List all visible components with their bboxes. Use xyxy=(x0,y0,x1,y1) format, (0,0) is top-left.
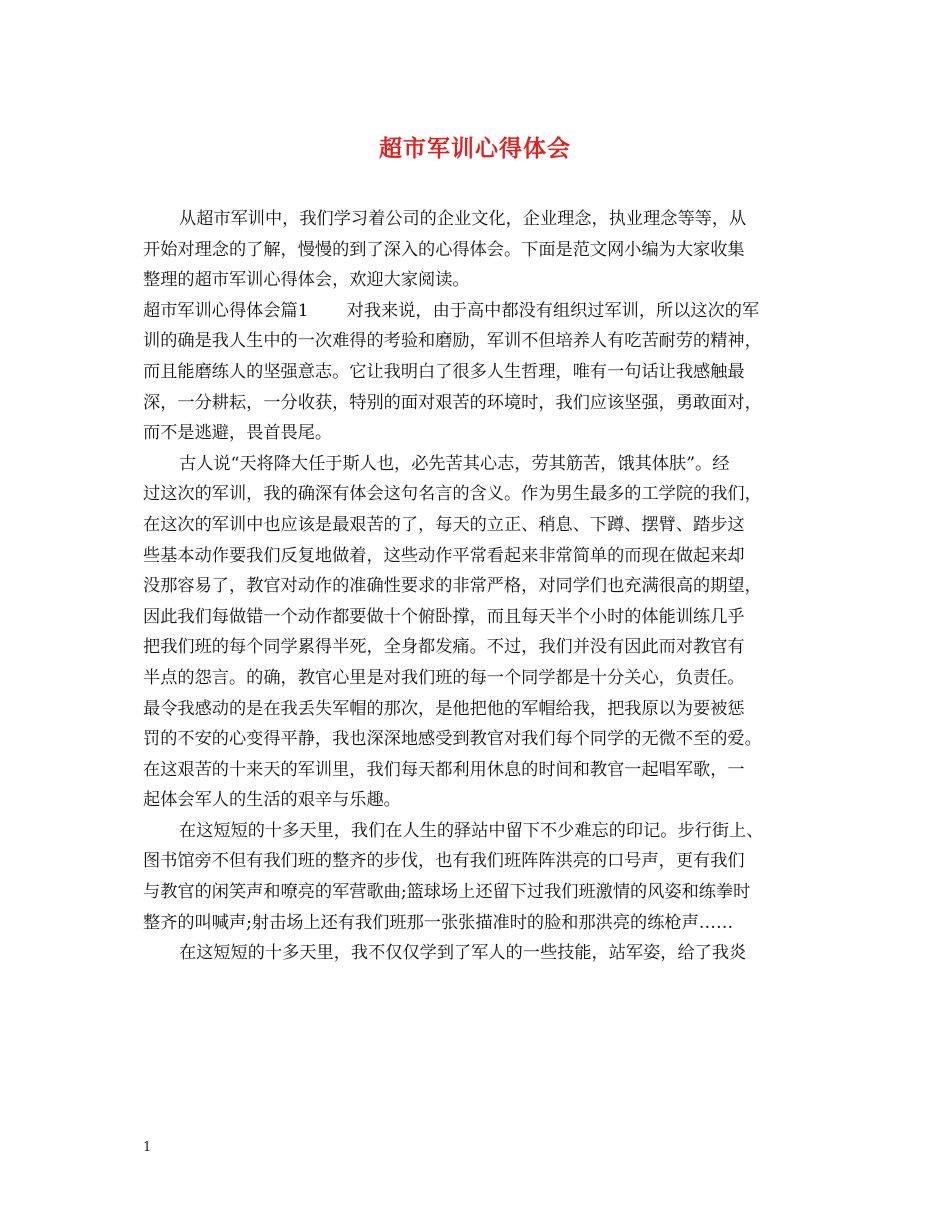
line-text: 没那容易了，教官对动作的准确性要求的非常严格，对同学们也充满很高的期望， xyxy=(143,576,762,597)
line-text: 在这短短的十多天里，我们在人生的驿站中留下不少难忘的印记。步行街上、 xyxy=(179,820,764,841)
line-text: 过这次的军训，我的确深有体会这句名言的含义。作为男生最多的工学院的我们， xyxy=(143,484,762,505)
line-text: 在这艰苦的十来天的军训里，我们每天都利用休息的时间和教官一起唱军歌，一 xyxy=(143,759,745,780)
text-line xyxy=(143,418,811,449)
text-line xyxy=(143,938,811,969)
line-text: 把我们班的每个同学累得半死，全身都发痛。不过，我们并没有因此而对教官有 xyxy=(143,637,745,658)
text-line xyxy=(143,755,811,786)
line-text: 而且能磨练人的坚强意志。它让我明白了很多人生哲理，唯有一句话让我感触最 xyxy=(143,361,745,382)
page-number: 1 xyxy=(143,1140,152,1155)
text-line xyxy=(143,908,811,939)
line-text: 训的确是我人生中的一次难得的考验和磨励，军训不但培养人有吃苦耐劳的精神， xyxy=(143,331,762,352)
text-line xyxy=(143,449,811,480)
line-text: 在这短短的十多天里，我不仅仅学到了军人的一些技能，站军姿，给了我炎 xyxy=(179,943,747,964)
document-body xyxy=(143,204,811,969)
text-line xyxy=(143,816,811,847)
text-line xyxy=(143,785,811,816)
text-line xyxy=(143,694,811,725)
text-line xyxy=(143,724,811,755)
text-line xyxy=(143,602,811,633)
line-text: 古人说“天将降大任于斯人也，必先苦其心志，劳其筋苦，饿其体肤”。经 xyxy=(179,453,730,474)
text-line xyxy=(143,235,811,266)
text-line xyxy=(143,388,811,419)
text-line xyxy=(143,877,811,908)
line-text: 整理的超市军训心得体会，欢迎大家阅读。 xyxy=(143,270,470,291)
line-text: 对我来说，由于高中都没有组织过军训，所以这次的军 xyxy=(346,300,760,321)
text-line xyxy=(143,846,811,877)
section-heading: 超市军训心得体会篇1 xyxy=(143,300,309,321)
text-line xyxy=(143,510,811,541)
text-line xyxy=(143,265,811,296)
text-line xyxy=(143,571,811,602)
line-text: 些基本动作要我们反复地做着，这些动作平常看起来非常简单的而现在做起来却 xyxy=(143,545,745,566)
line-text: 因此我们每做错一个动作都要做十个俯卧撑，而且每天半个小时的体能训练几乎 xyxy=(143,606,745,627)
line-text: 起体会军人的生活的艰辛与乐趣。 xyxy=(143,790,401,811)
line-text: 半点的怨言。的确，教官心里是对我们班的每一个同学都是十分关心，负责任。 xyxy=(143,667,745,688)
line-text: 最令我感动的是在我丢失军帽的那次，是他把他的军帽给我，把我原以为要被惩 xyxy=(143,698,745,719)
text-line xyxy=(143,479,811,510)
text-line xyxy=(143,296,811,327)
line-text: 在这次的军训中也应该是最艰苦的了，每天的立正、稍息、下蹲、摆臂、踏步这 xyxy=(143,514,745,535)
line-text: 整齐的叫喊声;射击场上还有我们班那一张张描准时的脸和那洪亮的练枪声…… xyxy=(143,912,734,933)
text-line xyxy=(143,632,811,663)
line-text: 开始对理念的了解，慢慢的到了深入的心得体会。下面是范文网小编为大家收集 xyxy=(143,239,745,260)
text-line xyxy=(143,541,811,572)
text-line xyxy=(143,357,811,388)
line-text: 从超市军训中，我们学习着公司的企业文化，企业理念，执业理念等等，从 xyxy=(179,209,747,229)
line-text: 而不是逃避，畏首畏尾。 xyxy=(143,423,333,444)
text-line xyxy=(143,204,811,235)
line-text: 深，一分耕耘，一分收获，特别的面对艰苦的环境时，我们应该坚强，勇敢面对， xyxy=(143,392,762,413)
text-line xyxy=(143,326,811,357)
document-title: 超市军训心得体会 xyxy=(379,135,571,162)
line-text: 罚的不安的心变得平静，我也深深地感受到教官对我们每个同学的无微不至的爱。 xyxy=(143,729,762,750)
line-text: 图书馆旁不但有我们班的整齐的步伐，也有我们班阵阵洪亮的口号声，更有我们 xyxy=(143,851,745,872)
line-text: 与教官的闲笑声和嘹亮的军营歌曲;篮球场上还留下过我们班激情的风姿和练拳时 xyxy=(143,882,751,903)
text-line xyxy=(143,663,811,694)
